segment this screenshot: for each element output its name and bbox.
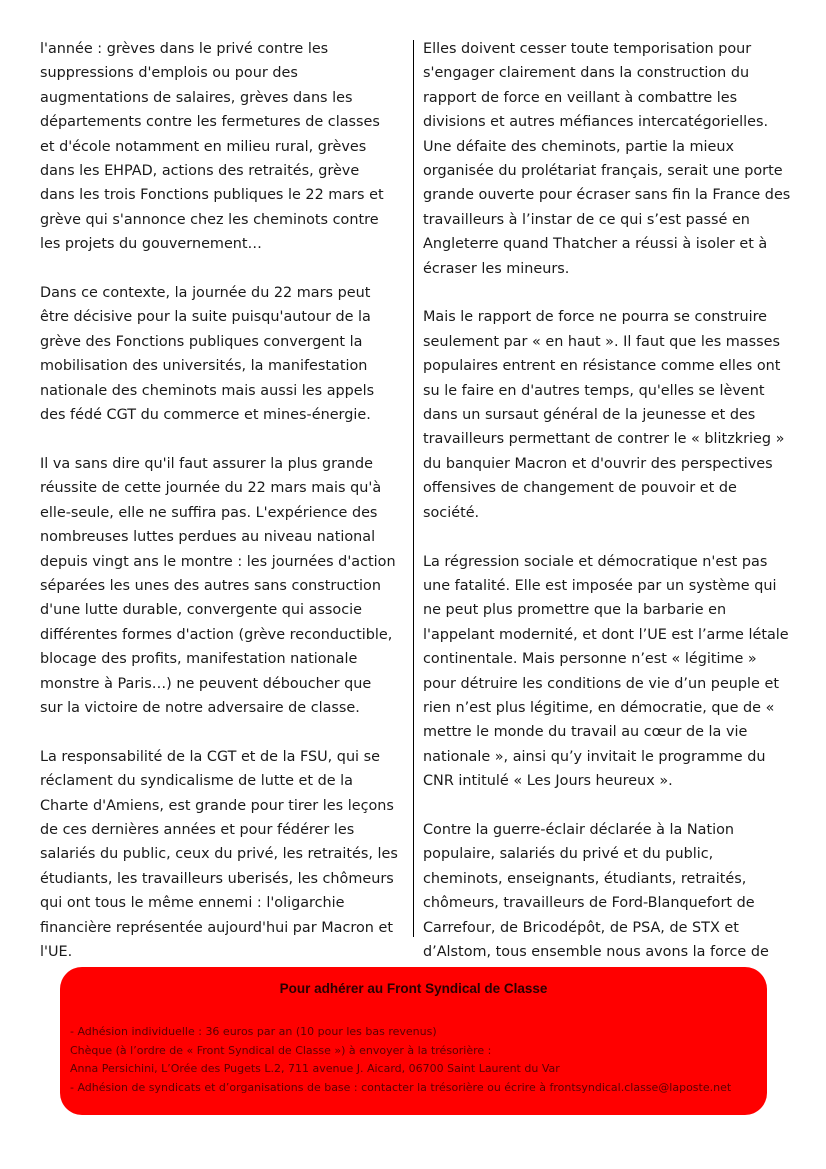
adhesion-line-individual: - Adhésion individuelle : 36 euros par an (10 pour les bas revenus): [70, 1025, 437, 1038]
left-paragraph-3: Il va sans dire qu'il faut assurer la plus grande réussite de cette journée du 22 mars mais qu'à elle-seule, elle ne suffira pas. L'expérience des nombreuses luttes perdues au niveau national depuis vingt ans le montre : les journées d'action séparées les unes des autres sans construction d'une lutte durable, convergente qui associe différentes formes d'action (grève reconductible, blocage des profits, manifestation nationale monstre à Paris…) ne peuvent déboucher que sur la victoire de notre adversaire de classe.: [40, 455, 396, 716]
column-divider: [413, 40, 414, 937]
adhesion-line-cheque: Chèque (à l’ordre de « Front Syndical de Classe ») à envoyer à la trésorière :: [70, 1043, 492, 1057]
left-paragraph-2: Dans ce contexte, la journée du 22 mars peut être décisive pour la suite puisqu'autour de la grève des Fonctions publiques convergent la mobilisation des universités, la manifestation nationale des cheminots mais aussi les appels des fédé CGT du commerce et mines-énergie.: [40, 285, 375, 424]
left-paragraph-4: La responsabilité de la CGT et de la FSU, qui se réclament du syndicalisme de lutte et de la Charte d'Amiens, est grande pour tirer les leçons de ces dernières années et pour fédérer les salariés du public, ceux du privé, les retraités, les étudiants, les travailleurs uberisés, les chômeurs qui ont tous le même ennemi : l'oligarchie financière représentée aujourd'hui par Macron et l'UE.: [40, 748, 398, 960]
right-paragraph-1: Elles doivent cesser toute temporisation pour s'engager clairement dans la construction du rapport de force en veillant à combattre les divisions et autres méfiances intercatégorielles. Une défaite des cheminots, partie la mieux organisée du prolétariat français, serait une porte grande ouverte pour écraser sans fin la France des travailleurs à l’instar de ce qui s’est passé en Angleterre quand Thatcher a réussi à isoler et à écraser les mineurs.: [423, 41, 791, 277]
right-paragraph-3: La régression sociale et démocratique n'est pas une fatalité. Elle est imposée par un système qui ne peut plus promettre que la barbarie en l'appelant modernité, et dont l’UE est l’arme létale continentale. Mais personne n’est « légitime » pour détruire les conditions de vie d’un peuple et rien n’est plus légitime, en démocratie, que de « mettre le monde du travail au cœur de la vie nationale », ainsi qu’y invitait le programme du CNR intitulé « Les Jours heureux ».: [423, 553, 789, 790]
right-paragraph-2: Mais le rapport de force ne pourra se construire seulement par « en haut ». Il faut que les masses populaires entrent en résistance comme elles ont su le faire en d'autres temps, qu'elles se lèvent dans un sursaut général de la jeunesse et des travailleurs permettant de contrer le « blitzkrieg » du banquier Macron et d'ouvrir des perspectives offensives de changement de pouvoir et de société.: [423, 309, 785, 521]
adhesion-box: [60, 967, 767, 1115]
right-paragraph-4: Contre la guerre-éclair déclarée à la Nation populaire, salariés du privé et du public, cheminots, enseignants, étudiants, retraités, chômeurs, travailleurs de Ford-Blanquefort de Carrefour, de Bricodépôt, de PSA, de STX et d’Alstom, tous ensemble nous avons la force de: [423, 821, 769, 960]
adhesion-line-organisations: - Adhésion de syndicats et d’organisations de base : contacter la trésorière ou écrire à frontsyndical.classe@laposte.net: [70, 1080, 732, 1094]
left-paragraph-1: l'année : grèves dans le privé contre les suppressions d'emplois ou pour des augmentations de salaires, grèves dans les départements contre les fermetures de classes et d'école notamment en milieu rural, grèves dans les EHPAD, actions des retraités, grève dans les trois Fonctions publiques le 22 mars et grève qui s'annonce chez les cheminots contre les projets du gouvernement…: [40, 41, 384, 253]
adhesion-title: Pour adhérer au Front Syndical de Classe: [279, 981, 548, 996]
right-column: [423, 37, 793, 1013]
left-column: [40, 37, 398, 989]
adhesion-details: [70, 1023, 759, 1097]
adhesion-line-address: Anna Persichini, L’Orée des Pugets L.2, 711 avenue J. Aicard, 06700 Saint Laurent du Var: [70, 1062, 560, 1075]
